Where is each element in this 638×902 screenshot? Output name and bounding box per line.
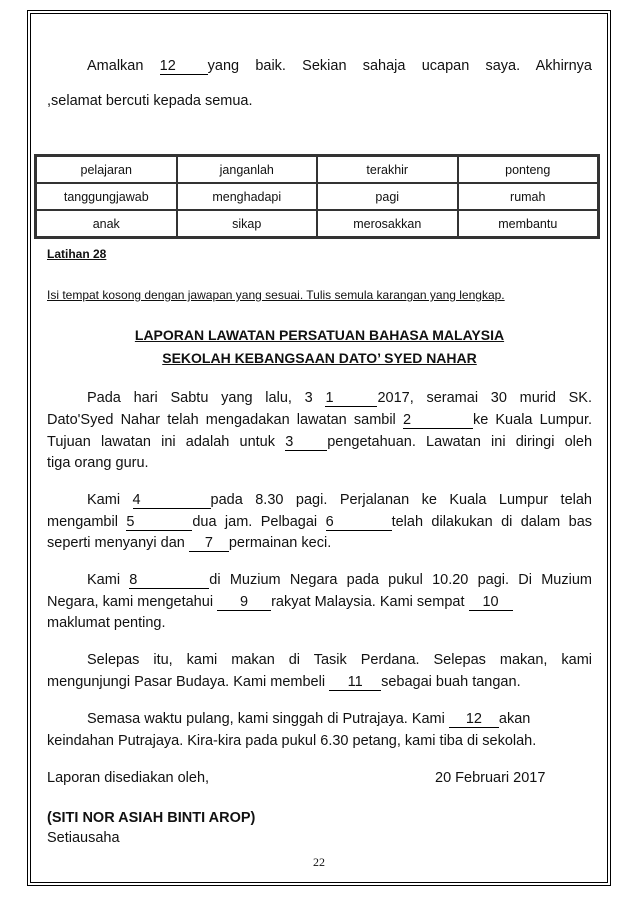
prepared-by: Laporan disediakan oleh,: [47, 770, 210, 786]
table-cell: ponteng: [458, 156, 599, 183]
text: yang baik. Sekian sahaja ucapan saya. Akhirnya: [207, 58, 592, 74]
text: ke Kuala Lumpur.: [472, 412, 593, 428]
blank-5: 5: [126, 514, 192, 531]
text: Kami: [87, 492, 121, 508]
blank-11: 11: [329, 674, 381, 691]
blank-12: 12: [160, 58, 208, 75]
table-cell: membantu: [458, 210, 599, 237]
table-cell: sikap: [177, 210, 318, 237]
text: dua jam. Pelbagai: [192, 514, 318, 530]
text: Tujuan lawatan ini adalah untuk: [47, 434, 275, 450]
report-title-2: SEKOLAH KEBANGSAAN DATO’ SYED NAHAR: [162, 350, 477, 366]
blank-10: 10: [469, 594, 513, 611]
text: rakyat Malaysia. Kami sempat: [271, 594, 465, 610]
text: mengambil: [47, 514, 118, 530]
author-name: (SITI NOR ASIAH BINTI AROP): [47, 810, 256, 826]
p5-line-2: keindahan Putrajaya. Kira-kira pada pukul 6.30 petang, kami tiba di sekolah.: [47, 733, 537, 749]
table-cell: tanggungjawab: [36, 183, 177, 210]
blank-2: 2: [403, 412, 473, 429]
blank-4: 4: [133, 492, 211, 509]
exercise-instruction: Isi tempat kosong dengan jawapan yang sesuai. Tulis semula karangan yang lengkap.: [47, 288, 505, 302]
exercise-title: Latihan 28: [47, 247, 107, 261]
text: seperti menyanyi dan: [47, 535, 185, 551]
blank-1: 1: [325, 390, 377, 407]
table-cell: pagi: [317, 183, 458, 210]
table-cell: rumah: [458, 183, 599, 210]
blank-3: 3: [285, 434, 327, 451]
text: Kami: [87, 572, 121, 588]
p1-line-4: tiga orang guru.: [47, 455, 149, 471]
p3-line-3: maklumat penting.: [47, 615, 166, 631]
table-cell: anak: [36, 210, 177, 237]
text: Pada hari Sabtu yang lalu, 3: [87, 390, 313, 406]
text: akan: [498, 711, 531, 727]
text: Semasa waktu pulang, kami singgah di Putrajaya. Kami: [87, 711, 445, 727]
blank-8: 8: [129, 572, 209, 589]
report-date: 20 Februari 2017: [435, 770, 546, 786]
text: Amalkan: [87, 58, 144, 74]
table-cell: menghadapi: [177, 183, 318, 210]
blank-7: 7: [189, 535, 229, 552]
text: telah dilakukan di dalam bas: [391, 514, 593, 530]
author-role: Setiausaha: [47, 830, 120, 846]
text: Dato'Syed Nahar telah mengadakan lawatan sambil: [47, 412, 396, 428]
word-bank-table: [34, 154, 600, 239]
text: mengunjungi Pasar Budaya. Kami membeli: [47, 674, 326, 690]
text: di Muzium Negara pada pukul 10.20 pagi. Di Muzium: [209, 572, 592, 588]
top-line-1: [47, 54, 592, 79]
p4-line-2: [47, 670, 521, 695]
text: sebagai buah tangan.: [381, 674, 521, 690]
p4-line-1: Selepas itu, kami makan di Tasik Perdana. Selepas makan, kami: [87, 652, 592, 668]
table-cell: janganlah: [177, 156, 318, 183]
top-line-2: ,selamat bercuti kepada semua.: [47, 93, 253, 109]
table-row: [36, 210, 598, 237]
blank-6: 6: [326, 514, 392, 531]
text: permainan keci.: [228, 535, 332, 551]
table-cell: terakhir: [317, 156, 458, 183]
table-cell: merosakkan: [317, 210, 458, 237]
report-title-1: LAPORAN LAWATAN PERSATUAN BAHASA MALAYSIA: [134, 327, 505, 343]
table-row: [36, 183, 598, 210]
text: Negara, kami mengetahui: [47, 594, 214, 610]
text: 2017, seramai 30 murid SK.: [377, 390, 592, 406]
text: pada 8.30 pagi. Perjalanan ke Kuala Lumpur telah: [210, 492, 592, 508]
text: pengetahuan. Lawatan ini diringi oleh: [327, 434, 593, 450]
blank-9: 9: [217, 594, 271, 611]
blank-12: 12: [449, 711, 499, 728]
p2-line-3: [47, 531, 331, 556]
table-row: [36, 156, 598, 183]
table-cell: pelajaran: [36, 156, 177, 183]
page-number: 22: [313, 855, 325, 869]
